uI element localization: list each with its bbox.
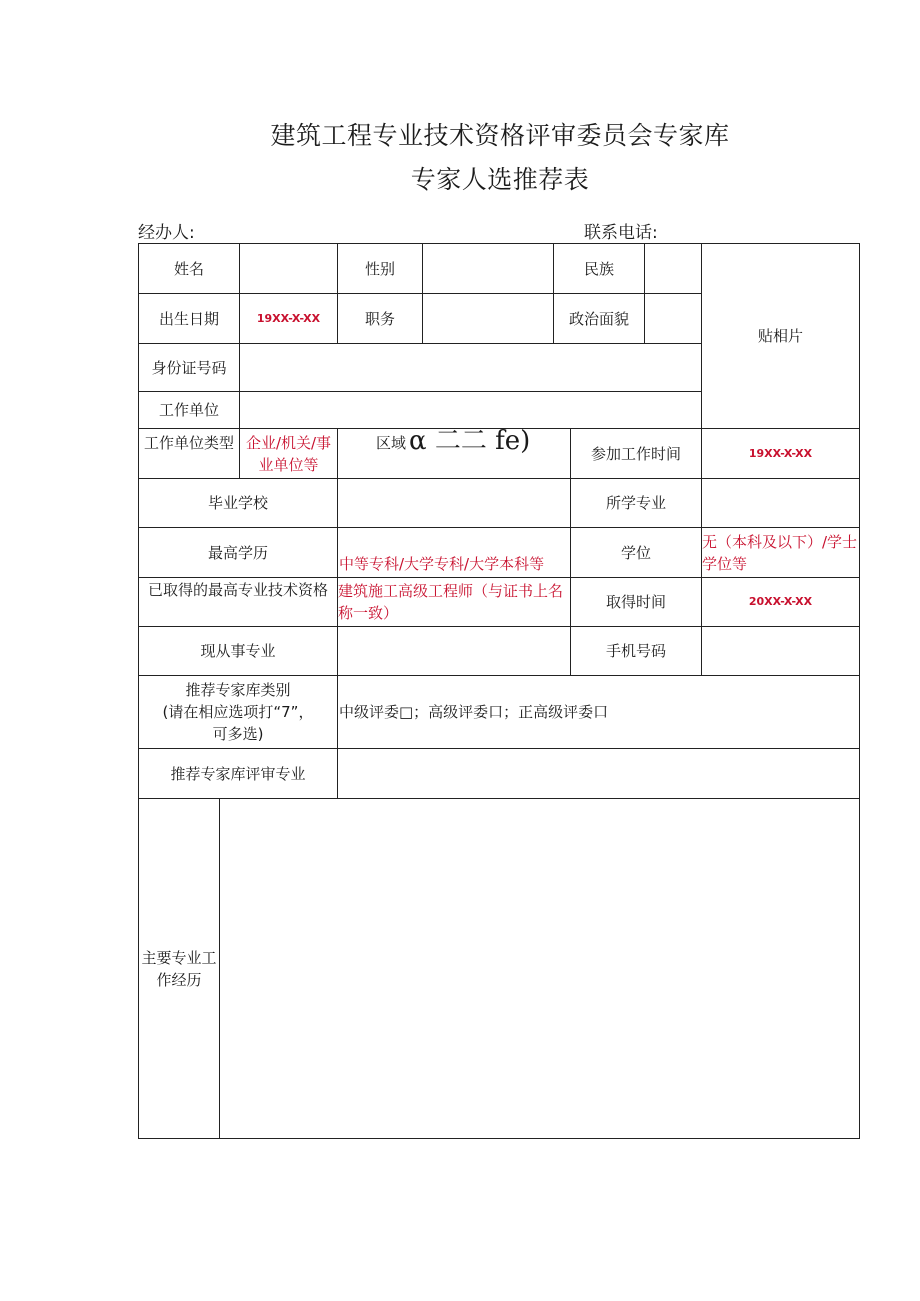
major-label: 所学专业 [605, 494, 666, 512]
gender-label: 性别 [364, 259, 395, 278]
experience-field[interactable] [220, 799, 859, 1138]
mobile-field[interactable] [702, 627, 859, 675]
category-label-line2: (请在相应选项打“7”， [162, 703, 314, 721]
name-field[interactable] [240, 244, 337, 293]
qualification-label: 已取得的最高专业技术资格 [147, 581, 328, 599]
birth-label: 出生日期 [158, 309, 219, 328]
political-field[interactable] [645, 294, 701, 343]
school-label: 毕业学校 [207, 494, 268, 512]
work-start-label: 参加工作时间 [590, 444, 681, 463]
document-title: 建筑工程专业技术资格评审委员会专家库 [270, 121, 730, 150]
review-major-label: 推荐专家库评审专业 [170, 764, 306, 783]
ethnicity-field[interactable] [645, 244, 701, 293]
phone-label: 联系电话: [584, 223, 658, 243]
major-field[interactable] [702, 479, 859, 527]
degree-label: 学位 [620, 543, 651, 562]
education-label: 最高学历 [207, 543, 268, 562]
work-start-value[interactable]: 19XX-X-XX [748, 446, 813, 460]
obtain-time-value[interactable]: 20XX-X-XX [748, 595, 813, 608]
political-label: 政治面貌 [568, 309, 629, 328]
review-major-field[interactable] [338, 749, 859, 798]
ethnicity-label: 民族 [583, 259, 614, 278]
photo-placeholder[interactable]: 贴相片 [757, 327, 803, 345]
experience-label: 主要专业工作经历 [141, 948, 217, 989]
degree-value[interactable]: 无（本科及以下）/学士学位等 [702, 532, 858, 573]
school-field[interactable] [338, 479, 570, 527]
obtain-time-label: 取得时间 [605, 593, 666, 611]
birth-value[interactable]: 19XX-X-XX [256, 311, 321, 325]
category-label-line3: 可多选) [212, 725, 264, 743]
employer-label: 工作单位 [158, 401, 219, 419]
education-value[interactable]: 中等专科/大学专科/大学本科等 [339, 555, 545, 573]
region-label: 区域 [376, 434, 407, 452]
position-label: 职务 [364, 309, 395, 328]
region-value[interactable]: α 二二 fe) [409, 426, 531, 456]
category-label [139, 676, 337, 748]
category-label-line1: 推荐专家库类别 [185, 681, 291, 699]
handler-label: 经办人: [138, 223, 195, 243]
position-field[interactable] [423, 294, 553, 343]
current-major-field[interactable] [338, 627, 570, 675]
employer-type-label: 工作单位类型 [143, 434, 234, 452]
qualification-value[interactable]: 建筑施工高级工程师（与证书上名称一致） [338, 582, 564, 622]
gender-field[interactable] [423, 244, 553, 293]
name-label: 姓名 [173, 259, 204, 278]
employer-field[interactable] [240, 392, 701, 428]
id-number-label: 身份证号码 [151, 358, 227, 377]
category-options[interactable]: 中级评委□；高级评委口；正高级评委口 [339, 703, 609, 721]
id-number-field[interactable] [240, 344, 701, 391]
mobile-label: 手机号码 [605, 642, 666, 660]
current-major-label: 现从事专业 [200, 642, 276, 660]
document-subtitle: 专家人选推荐表 [410, 165, 590, 194]
employer-type-value[interactable]: 企业/机关/事业单位等 [245, 433, 332, 474]
